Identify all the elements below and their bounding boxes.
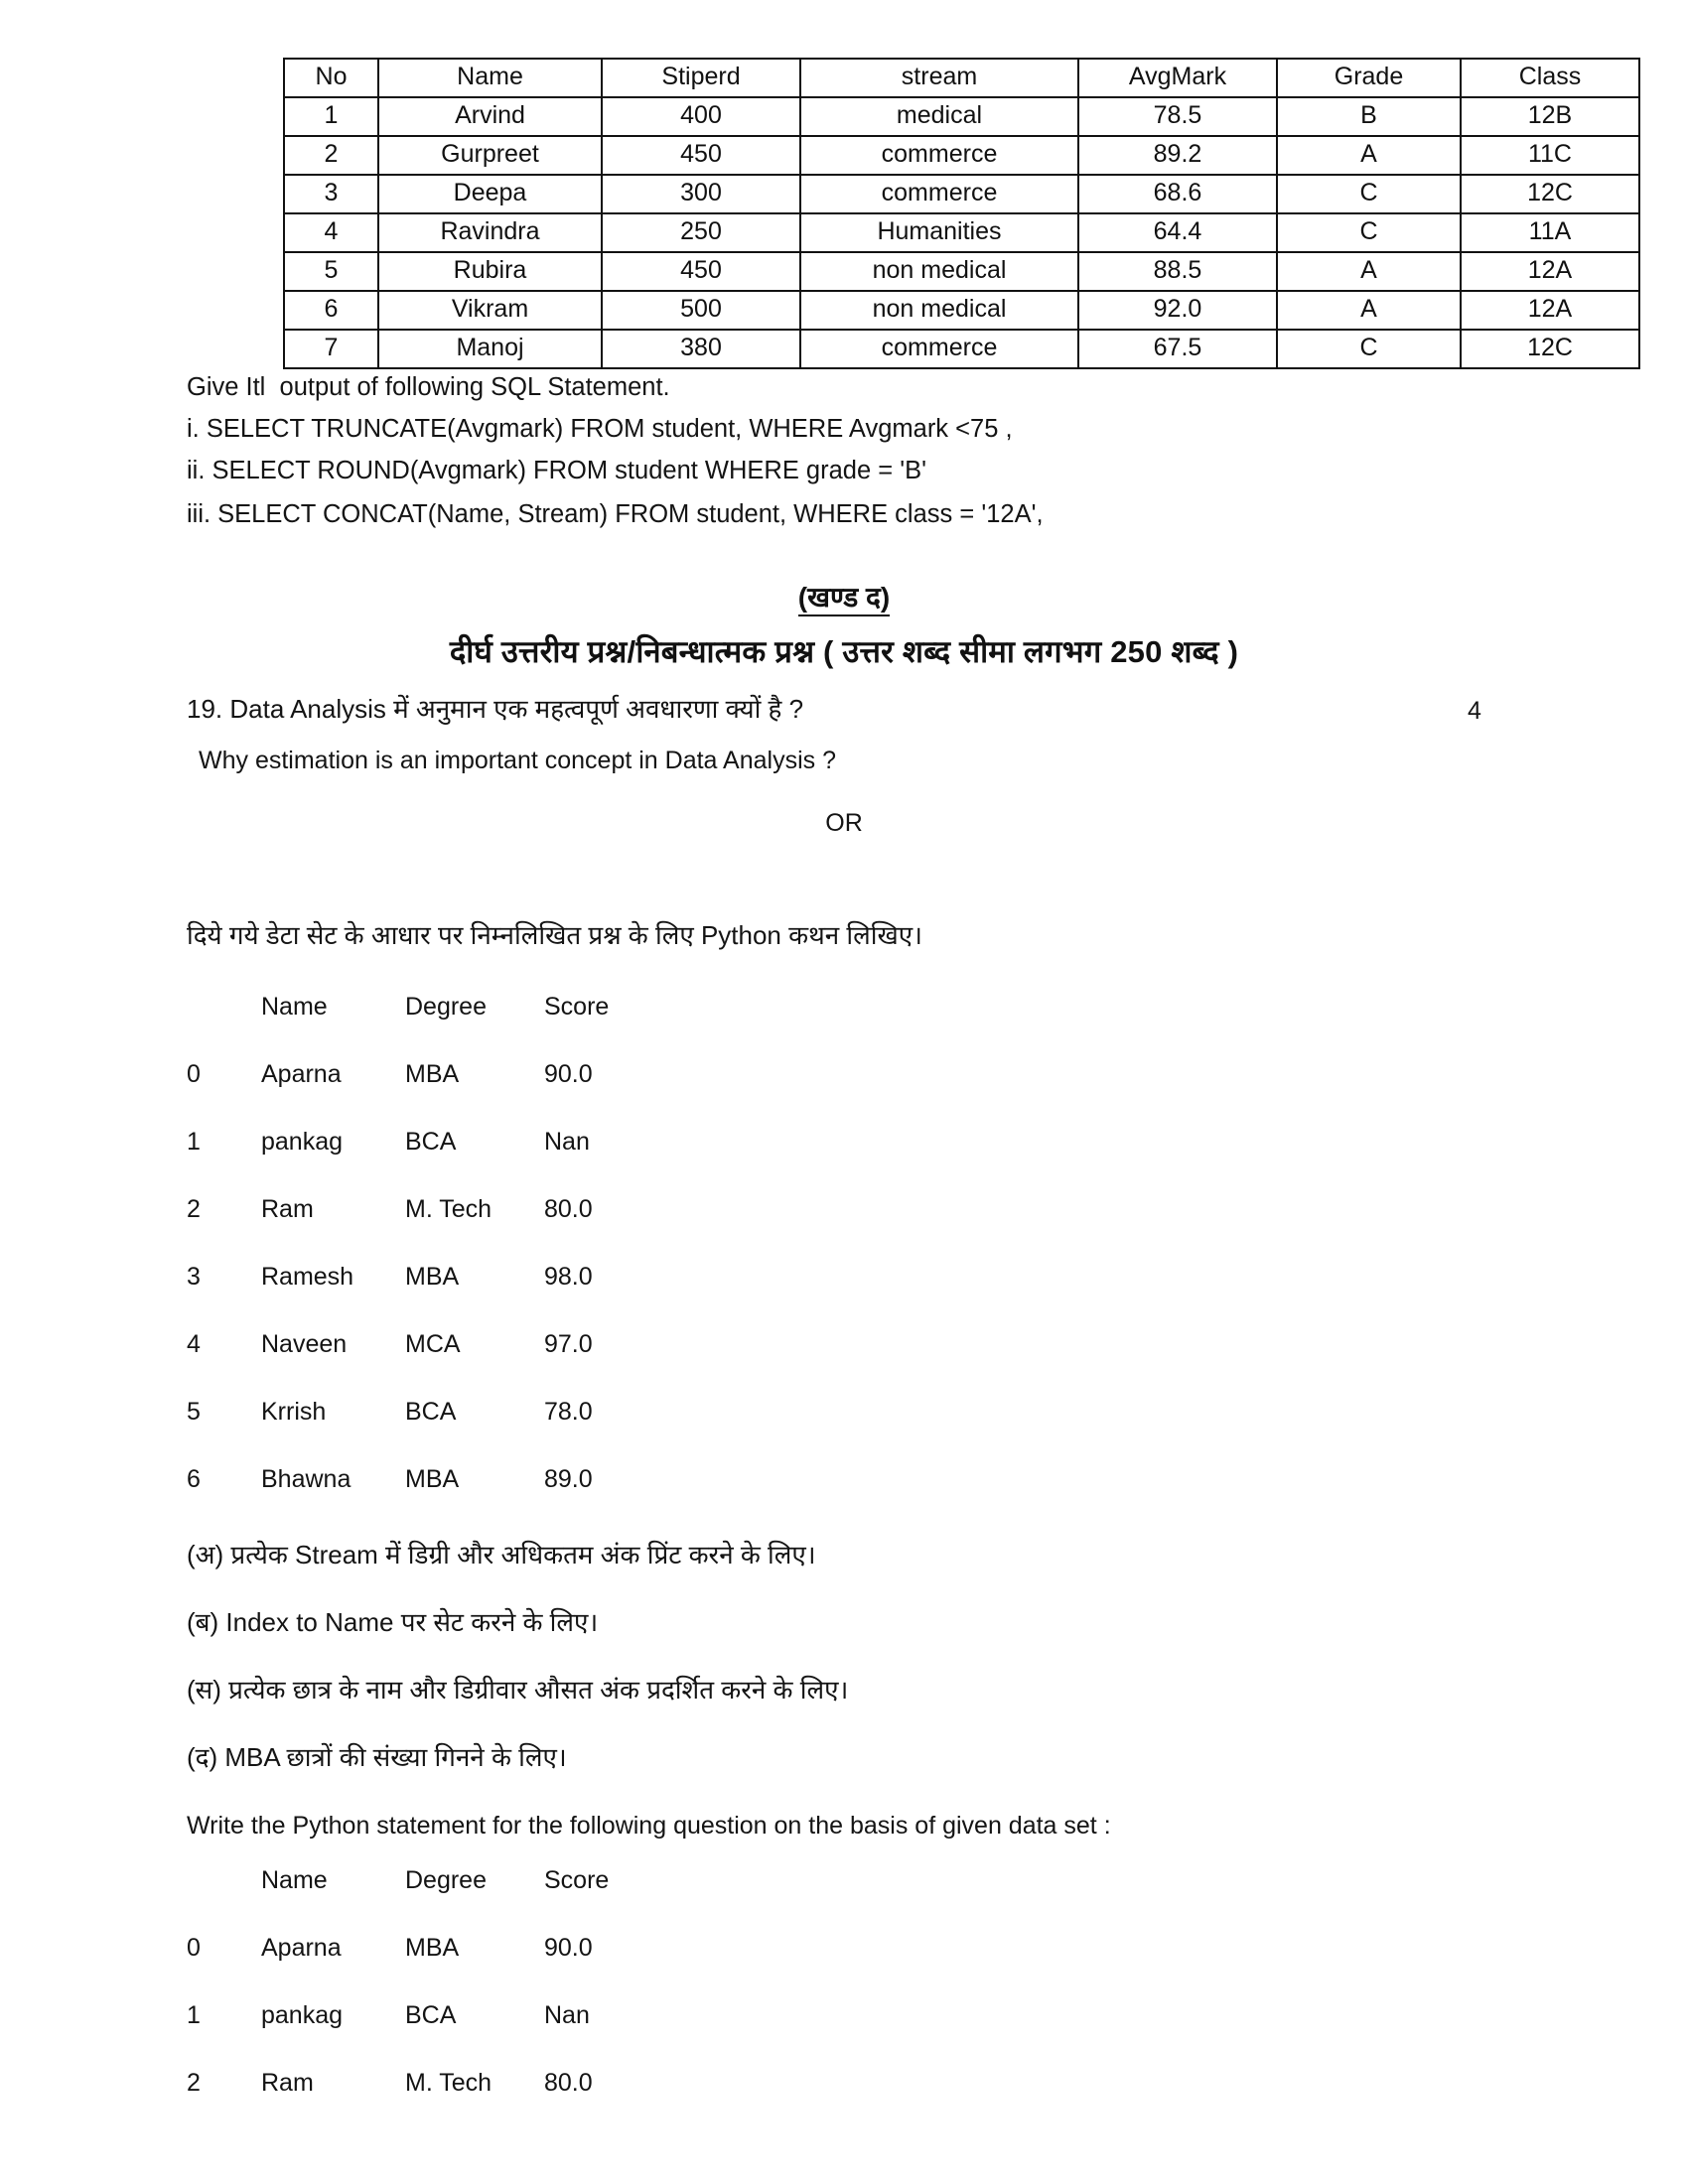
cell-stream: commerce — [800, 330, 1078, 368]
df1-score: 78.0 — [544, 1398, 593, 1426]
sql-statement-i: i. SELECT TRUNCATE(Avgmark) FROM student, WHERE Avgmark <75 , — [187, 415, 1013, 443]
df1-index: 4 — [187, 1330, 201, 1358]
cell-grade: C — [1277, 330, 1461, 368]
or-separator: OR — [825, 809, 863, 837]
column-header-grade: Grade — [1277, 59, 1461, 97]
df2-index: 0 — [187, 1934, 201, 1962]
cell-grade: A — [1277, 136, 1461, 175]
cell-avgmark: 89.2 — [1078, 136, 1277, 175]
python-statement-prompt: Write the Python statement for the following question on the basis of given data set : — [187, 1812, 1111, 1840]
cell-avgmark: 68.6 — [1078, 175, 1277, 213]
dataset-intro-hindi: दिये गये डेटा सेट के आधार पर निम्नलिखित प्रश्न के लिए Python कथन लिखिए। — [187, 920, 922, 950]
df1-degree: MBA — [405, 1263, 460, 1291]
df2-score: Nan — [544, 2001, 590, 2029]
cell-no: 6 — [284, 291, 378, 330]
df2-index: 2 — [187, 2069, 201, 2097]
df1-name: Bhawna — [261, 1465, 352, 1493]
cell-stream: commerce — [800, 136, 1078, 175]
question-19-english: Why estimation is an important concept in Data Analysis ? — [199, 747, 836, 774]
table-header-row — [284, 59, 1639, 97]
df1-index: 0 — [187, 1060, 201, 1088]
student-table-container — [283, 58, 1584, 369]
df2-degree: MBA — [405, 1934, 460, 1962]
df1-score: Nan — [544, 1128, 590, 1156]
sub-question-d: (द) MBA छात्रों की संख्या गिनने के लिए। — [187, 1742, 567, 1772]
cell-stiperd: 300 — [602, 175, 800, 213]
sub-question-a: (अ) प्रत्येक Stream में डिग्री और अधिकतम अंक प्रिंट करने के लिए। — [187, 1540, 816, 1570]
df2-name: Aparna — [261, 1934, 342, 1962]
cell-avgmark: 67.5 — [1078, 330, 1277, 368]
df2-score: 80.0 — [544, 2069, 593, 2097]
df1-degree: MBA — [405, 1060, 460, 1088]
df1-degree: MCA — [405, 1330, 461, 1358]
cell-avgmark: 64.4 — [1078, 213, 1277, 252]
cell-avgmark: 78.5 — [1078, 97, 1277, 136]
df2-index: 1 — [187, 2001, 201, 2029]
df2-degree: BCA — [405, 2001, 457, 2029]
df1-index: 2 — [187, 1195, 201, 1223]
cell-name: Ravindra — [378, 213, 602, 252]
column-header-avgmark: AvgMark — [1078, 59, 1277, 97]
column-header-stiperd: Stiperd — [602, 59, 800, 97]
cell-class: 11C — [1461, 136, 1639, 175]
df1-index: 3 — [187, 1263, 201, 1291]
sql-statement-iii: iii. SELECT CONCAT(Name, Stream) FROM student, WHERE class = '12A', — [187, 500, 1044, 528]
column-header-class: Class — [1461, 59, 1639, 97]
df1-name: Ram — [261, 1195, 314, 1223]
cell-name: Rubira — [378, 252, 602, 291]
table-row — [284, 213, 1639, 252]
cell-class: 12C — [1461, 175, 1639, 213]
df1-header-score: Score — [544, 993, 610, 1021]
df1-index: 5 — [187, 1398, 201, 1426]
df1-header-degree: Degree — [405, 993, 487, 1021]
df1-name: Aparna — [261, 1060, 342, 1088]
section-khand-heading — [0, 578, 1688, 615]
df1-degree: BCA — [405, 1128, 457, 1156]
cell-avgmark: 88.5 — [1078, 252, 1277, 291]
column-header-name: Name — [378, 59, 602, 97]
cell-stream: non medical — [800, 291, 1078, 330]
cell-stream: medical — [800, 97, 1078, 136]
table-row — [284, 330, 1639, 368]
sub-question-b: (ब) Index to Name पर सेट करने के लिए। — [187, 1607, 599, 1637]
df2-name: Ram — [261, 2069, 314, 2097]
cell-no: 2 — [284, 136, 378, 175]
df1-name: Naveen — [261, 1330, 348, 1358]
cell-no: 1 — [284, 97, 378, 136]
cell-class: 12C — [1461, 330, 1639, 368]
df2-header-degree: Degree — [405, 1866, 487, 1894]
df2-name: pankag — [261, 2001, 344, 2029]
cell-stiperd: 400 — [602, 97, 800, 136]
cell-class: 12A — [1461, 291, 1639, 330]
df1-score: 98.0 — [544, 1263, 593, 1291]
cell-grade: C — [1277, 175, 1461, 213]
section-khand-label: (खण्ड द) — [798, 582, 890, 616]
df1-degree: M. Tech — [405, 1195, 492, 1223]
cell-no: 3 — [284, 175, 378, 213]
df1-index: 1 — [187, 1128, 201, 1156]
df1-name: pankag — [261, 1128, 344, 1156]
table-row — [284, 291, 1639, 330]
cell-no: 7 — [284, 330, 378, 368]
df2-header-name: Name — [261, 1866, 328, 1894]
cell-stiperd: 450 — [602, 136, 800, 175]
df1-name: Ramesh — [261, 1263, 354, 1291]
cell-grade: B — [1277, 97, 1461, 136]
df2-header-score: Score — [544, 1866, 610, 1894]
cell-stream: Humanities — [800, 213, 1078, 252]
cell-avgmark: 92.0 — [1078, 291, 1277, 330]
cell-grade: A — [1277, 291, 1461, 330]
student-table — [283, 58, 1640, 369]
cell-name: Gurpreet — [378, 136, 602, 175]
table-row — [284, 175, 1639, 213]
cell-name: Deepa — [378, 175, 602, 213]
cell-stream: non medical — [800, 252, 1078, 291]
df1-score: 80.0 — [544, 1195, 593, 1223]
df1-header-name: Name — [261, 993, 328, 1021]
cell-stiperd: 250 — [602, 213, 800, 252]
sql-output-prompt: Give Itl output of following SQL Statement. — [187, 373, 670, 401]
question-19-marks: 4 — [1468, 697, 1481, 725]
df1-degree: MBA — [405, 1465, 460, 1493]
cell-class: 12B — [1461, 97, 1639, 136]
df1-score: 89.0 — [544, 1465, 593, 1493]
sql-statement-ii: ii. SELECT ROUND(Avgmark) FROM student WHERE grade = 'B' — [187, 457, 926, 484]
cell-no: 4 — [284, 213, 378, 252]
column-header-stream: stream — [800, 59, 1078, 97]
df1-degree: BCA — [405, 1398, 457, 1426]
column-header-no: No — [284, 59, 378, 97]
table-row — [284, 136, 1639, 175]
cell-class: 12A — [1461, 252, 1639, 291]
cell-grade: C — [1277, 213, 1461, 252]
sub-question-c: (स) प्रत्येक छात्र के नाम और डिग्रीवार औसत अंक प्रदर्शित करने के लिए। — [187, 1675, 849, 1705]
cell-stiperd: 380 — [602, 330, 800, 368]
df1-name: Krrish — [261, 1398, 327, 1426]
cell-stream: commerce — [800, 175, 1078, 213]
cell-stiperd: 500 — [602, 291, 800, 330]
cell-no: 5 — [284, 252, 378, 291]
table-row — [284, 97, 1639, 136]
df1-score: 90.0 — [544, 1060, 593, 1088]
cell-stiperd: 450 — [602, 252, 800, 291]
df1-score: 97.0 — [544, 1330, 593, 1358]
df2-degree: M. Tech — [405, 2069, 492, 2097]
df2-score: 90.0 — [544, 1934, 593, 1962]
cell-name: Arvind — [378, 97, 602, 136]
table-row — [284, 252, 1639, 291]
section-subtitle: दीर्घ उत्तरीय प्रश्न/निबन्धात्मक प्रश्न ( उत्तर शब्द सीमा लगभग 250 शब्द ) — [449, 634, 1239, 669]
cell-grade: A — [1277, 252, 1461, 291]
cell-class: 11A — [1461, 213, 1639, 252]
cell-name: Vikram — [378, 291, 602, 330]
cell-name: Manoj — [378, 330, 602, 368]
df1-index: 6 — [187, 1465, 201, 1493]
question-19-hindi: 19. Data Analysis में अनुमान एक महत्वपूर्ण अवधारणा क्यों है ? — [187, 694, 804, 724]
